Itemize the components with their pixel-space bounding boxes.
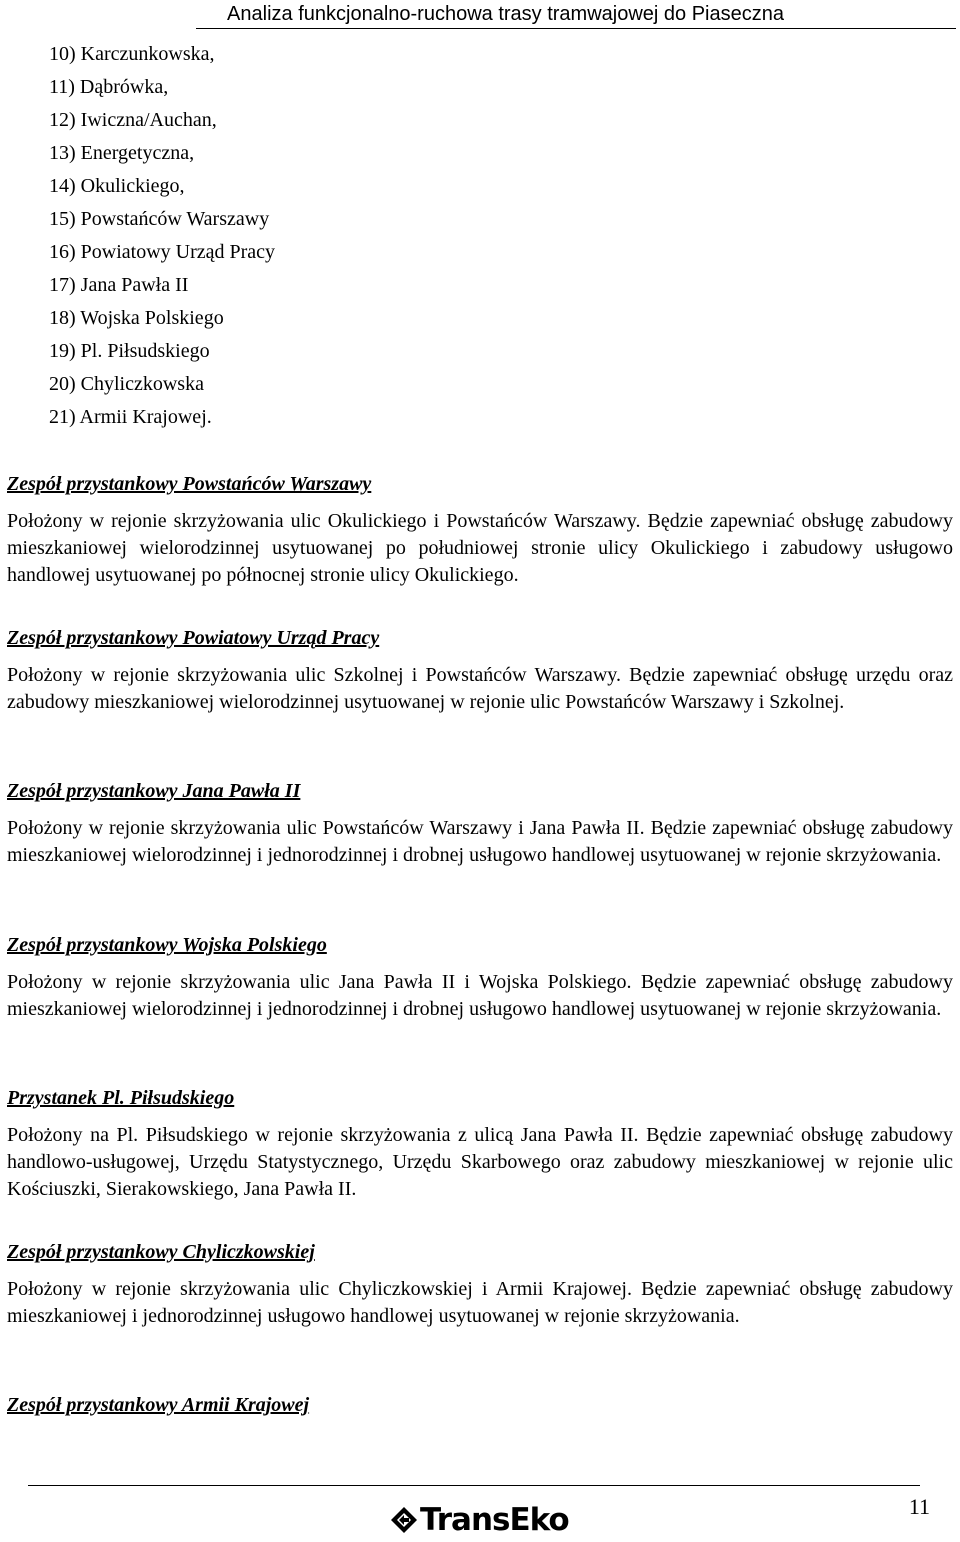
section-heading: Zespół przystankowy Armii Krajowej <box>7 1394 310 1416</box>
section-pl-pilsudskiego <box>7 1084 953 1203</box>
list-item: 11) Dąbrówka, <box>49 76 169 98</box>
list-item: 19) Pl. Piłsudskiego <box>49 340 210 362</box>
header-divider <box>196 28 956 29</box>
section-body: Położony w rejonie skrzyżowania ulic Powstańców Warszawy i Jana Pawła II. Będzie zapewniać obsługę zabudowy mieszkaniowej wielorodzinnej i jednorodzinnej i drobnej usługowo handlowej usytuowanej w rejonie skrzyżowania. <box>7 817 953 866</box>
stop-list <box>49 38 275 434</box>
logo-text: TransEko <box>420 1502 569 1538</box>
running-header: Analiza funkcjonalno-ruchowa trasy tramwajowej do Piaseczna <box>227 3 784 25</box>
list-item: 20) Chyliczkowska <box>49 373 204 395</box>
section-jana-pawla-ii <box>7 777 953 869</box>
section-armii-krajowej <box>7 1391 953 1429</box>
section-heading: Zespół przystankowy Powiatowy Urząd Pracy <box>7 627 380 649</box>
transeko-logo <box>390 1500 569 1540</box>
section-body: Położony w rejonie skrzyżowania ulic Szkolnej i Powstańców Warszawy. Będzie zapewniać obsługę urzędu oraz zabudowy mieszkaniowej wielorodzinnej usytuowanej w rejonie ulic Powstańców Warszawy i Szkolnej. <box>7 664 953 713</box>
list-item: 17) Jana Pawła II <box>49 274 189 296</box>
section-body: Położony w rejonie skrzyżowania ulic Okulickiego i Powstańców Warszawy. Będzie zapewniać obsługę zabudowy mieszkaniowej wielorodzinnej usytuowanej po południowej stronie ulicy Okulickiego i zabudowy usługowo handlowej usytuowanej po północnej stronie ulicy Okulickiego. <box>7 510 953 586</box>
section-powiatowy-urzad-pracy <box>7 624 953 716</box>
section-heading: Przystanek Pl. Piłsudskiego <box>7 1087 235 1109</box>
list-item: 14) Okulickiego, <box>49 175 185 197</box>
section-chyliczkowskiej <box>7 1238 953 1330</box>
section-powstancow-warszawy <box>7 470 953 589</box>
section-body: Położony w rejonie skrzyżowania ulic Jana Pawła II i Wojska Polskiego. Będzie zapewniać obsługę zabudowy mieszkaniowej wielorodzinnej i jednorodzinnej i drobnej usługowo handlowej usytuowanej w rejonie skrzyżowania. <box>7 971 953 1020</box>
page-number: 11 <box>908 1494 930 1519</box>
list-item: 10) Karczunkowska, <box>49 43 215 65</box>
transeko-logo-icon <box>390 1506 418 1534</box>
list-item: 18) Wojska Polskiego <box>49 307 224 329</box>
section-heading: Zespół przystankowy Jana Pawła II <box>7 780 301 802</box>
section-wojska-polskiego <box>7 931 953 1023</box>
footer-divider <box>28 1485 920 1486</box>
section-body: Położony w rejonie skrzyżowania ulic Chyliczkowskiej i Armii Krajowej. Będzie zapewniać obsługę zabudowy mieszkaniowej i jednorodzinnej usługowo handlowej usytuowanej w rejonie skrzyżowania. <box>7 1278 953 1327</box>
list-item: 15) Powstańców Warszawy <box>49 208 270 230</box>
list-item: 12) Iwiczna/Auchan, <box>49 109 217 131</box>
list-item: 13) Energetyczna, <box>49 142 195 164</box>
section-heading: Zespół przystankowy Wojska Polskiego <box>7 934 327 956</box>
section-heading: Zespół przystankowy Powstańców Warszawy <box>7 473 372 495</box>
list-item: 21) Armii Krajowej. <box>49 406 212 428</box>
section-body: Położony na Pl. Piłsudskiego w rejonie skrzyżowania z ulicą Jana Pawła II. Będzie zapewniać obsługę zabudowy handlowo-usługowej, Urzędu Statystycznego, Urzędu Skarbowego oraz zabudowy mieszkaniowej w rejonie ulic Kościuszki, Sierakowskiego, Jana Pawła II. <box>7 1124 953 1200</box>
list-item: 16) Powiatowy Urząd Pracy <box>49 241 276 263</box>
section-heading: Zespół przystankowy Chyliczkowskiej <box>7 1241 315 1263</box>
